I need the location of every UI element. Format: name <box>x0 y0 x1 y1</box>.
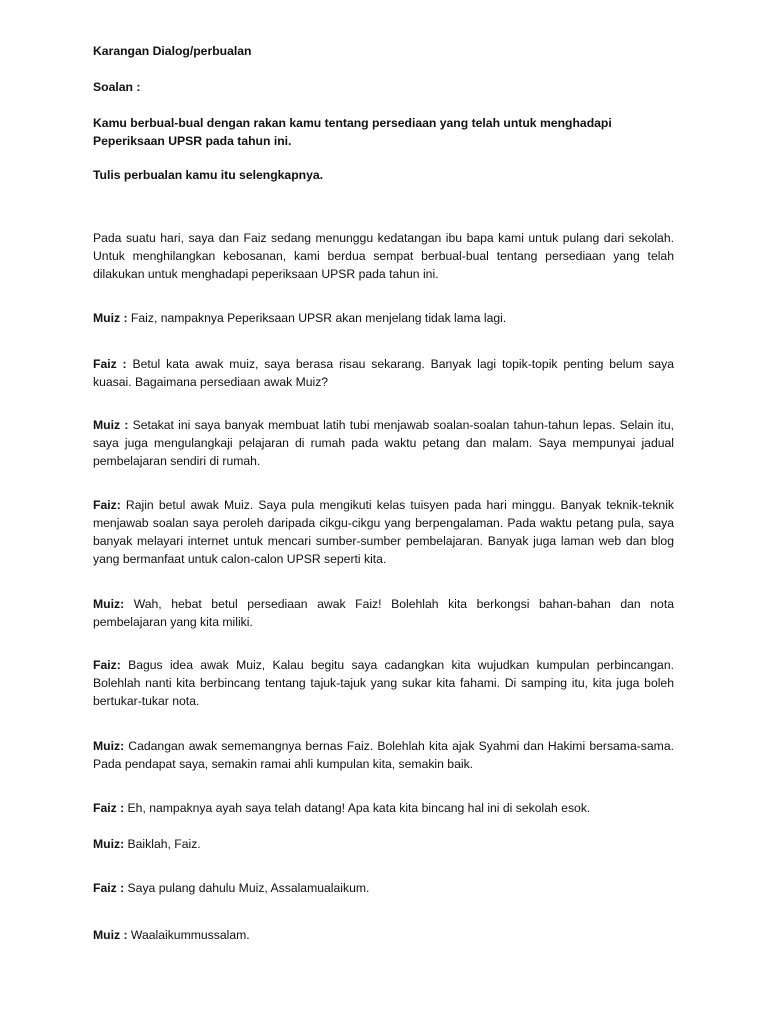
dialogue-line <box>93 416 674 470</box>
speaker-label: Faiz : <box>93 801 125 815</box>
dialogue-text: Eh, nampaknya ayah saya telah datang! Apa kata kita bincang hal ini di sekolah esok. <box>124 801 591 815</box>
dialogue-line <box>93 309 674 327</box>
instruction-text: Tulis perbualan kamu itu selengkapnya. <box>93 168 324 182</box>
document-page <box>93 0 674 1024</box>
speaker-label: Muiz : <box>93 418 129 432</box>
intro-paragraph: Pada suatu hari, saya dan Faiz sedang menunggu kedatangan ibu bapa kami untuk pulang dari sekolah. Untuk menghilangkan kebosanan, kami berdua sempat berbual-bual tentang persediaan yang telah dilakukan untuk menghadapi peperiksaan UPSR pada tahun ini. <box>93 231 674 281</box>
dialogue-line <box>93 926 674 944</box>
dialogue-line <box>93 656 674 710</box>
dialogue-line <box>93 737 674 773</box>
dialogue-line <box>93 595 674 631</box>
dialogue-line <box>93 879 674 897</box>
dialogue-text: Wah, hebat betul persediaan awak Faiz! Bolehlah kita berkongsi bahan-bahan dan nota pembelajaran yang kita miliki. <box>93 597 674 629</box>
document-title: Karangan Dialog/perbualan <box>93 44 252 58</box>
question-label: Soalan : <box>93 80 141 94</box>
speaker-label: Muiz: <box>93 739 125 753</box>
speaker-label: Muiz: <box>93 837 125 851</box>
dialogue-text: Baiklah, Faiz. <box>124 837 201 851</box>
dialogue-line <box>93 496 674 568</box>
dialogue-text: Cadangan awak sememangnya bernas Faiz. Bolehlah kita ajak Syahmi dan Hakimi bersama-sama. Pada pendapat saya, semakin ramai ahli kumpulan kita, semakin baik. <box>93 739 674 771</box>
dialogue-text: Faiz, nampaknya Peperiksaan UPSR akan menjelang tidak lama lagi. <box>127 311 507 325</box>
dialogue-text: Waalaikummussalam. <box>127 928 250 942</box>
speaker-label: Muiz: <box>93 597 125 611</box>
dialogue-text: Setakat ini saya banyak membuat latih tubi menjawab soalan-soalan tahun-tahun lepas. Selain itu, saya juga mengulangkaji pelajaran di rumah pada waktu petang dan malam. Saya mempunyai jadual pembelajaran sendiri di rumah. <box>93 418 674 468</box>
dialogue-line <box>93 835 674 853</box>
speaker-label: Muiz : <box>93 311 128 325</box>
dialogue-line <box>93 799 674 817</box>
speaker-label: Faiz : <box>93 357 127 371</box>
dialogue-line <box>93 355 674 391</box>
question-text: Kamu berbual-bual dengan rakan kamu tentang persediaan yang telah untuk menghadapi Peperiksaan UPSR pada tahun ini. <box>93 116 612 148</box>
dialogue-text: Saya pulang dahulu Muiz, Assalamualaikum. <box>124 881 370 895</box>
dialogue-text: Betul kata awak muiz, saya berasa risau sekarang. Banyak lagi topik-topik penting belum saya kuasai. Bagaimana persediaan awak Muiz? <box>93 357 675 389</box>
speaker-label: Muiz : <box>93 928 128 942</box>
dialogue-text: Rajin betul awak Muiz. Saya pula mengikuti kelas tuisyen pada hari minggu. Banyak teknik-teknik menjawab soalan saya peroleh daripada cikgu-cikgu yang berpengalaman. Pada waktu petang pula, saya banyak melayari internet untuk mencari sumber-sumber pembelajaran. Banyak juga laman web dan blog yang bermanfaat untuk calon-calon UPSR seperti kita. <box>93 498 674 566</box>
speaker-label: Faiz : <box>93 881 125 895</box>
speaker-label: Faiz: <box>93 498 121 512</box>
speaker-label: Faiz: <box>93 658 121 672</box>
dialogue-text: Bagus idea awak Muiz, Kalau begitu saya cadangkan kita wujudkan kumpulan perbincangan. Bolehlah nanti kita berbincang tentang tajuk-tajuk yang sukar kita fahami. Di samping itu, kita juga boleh bertukar-tukar nota. <box>93 658 674 708</box>
